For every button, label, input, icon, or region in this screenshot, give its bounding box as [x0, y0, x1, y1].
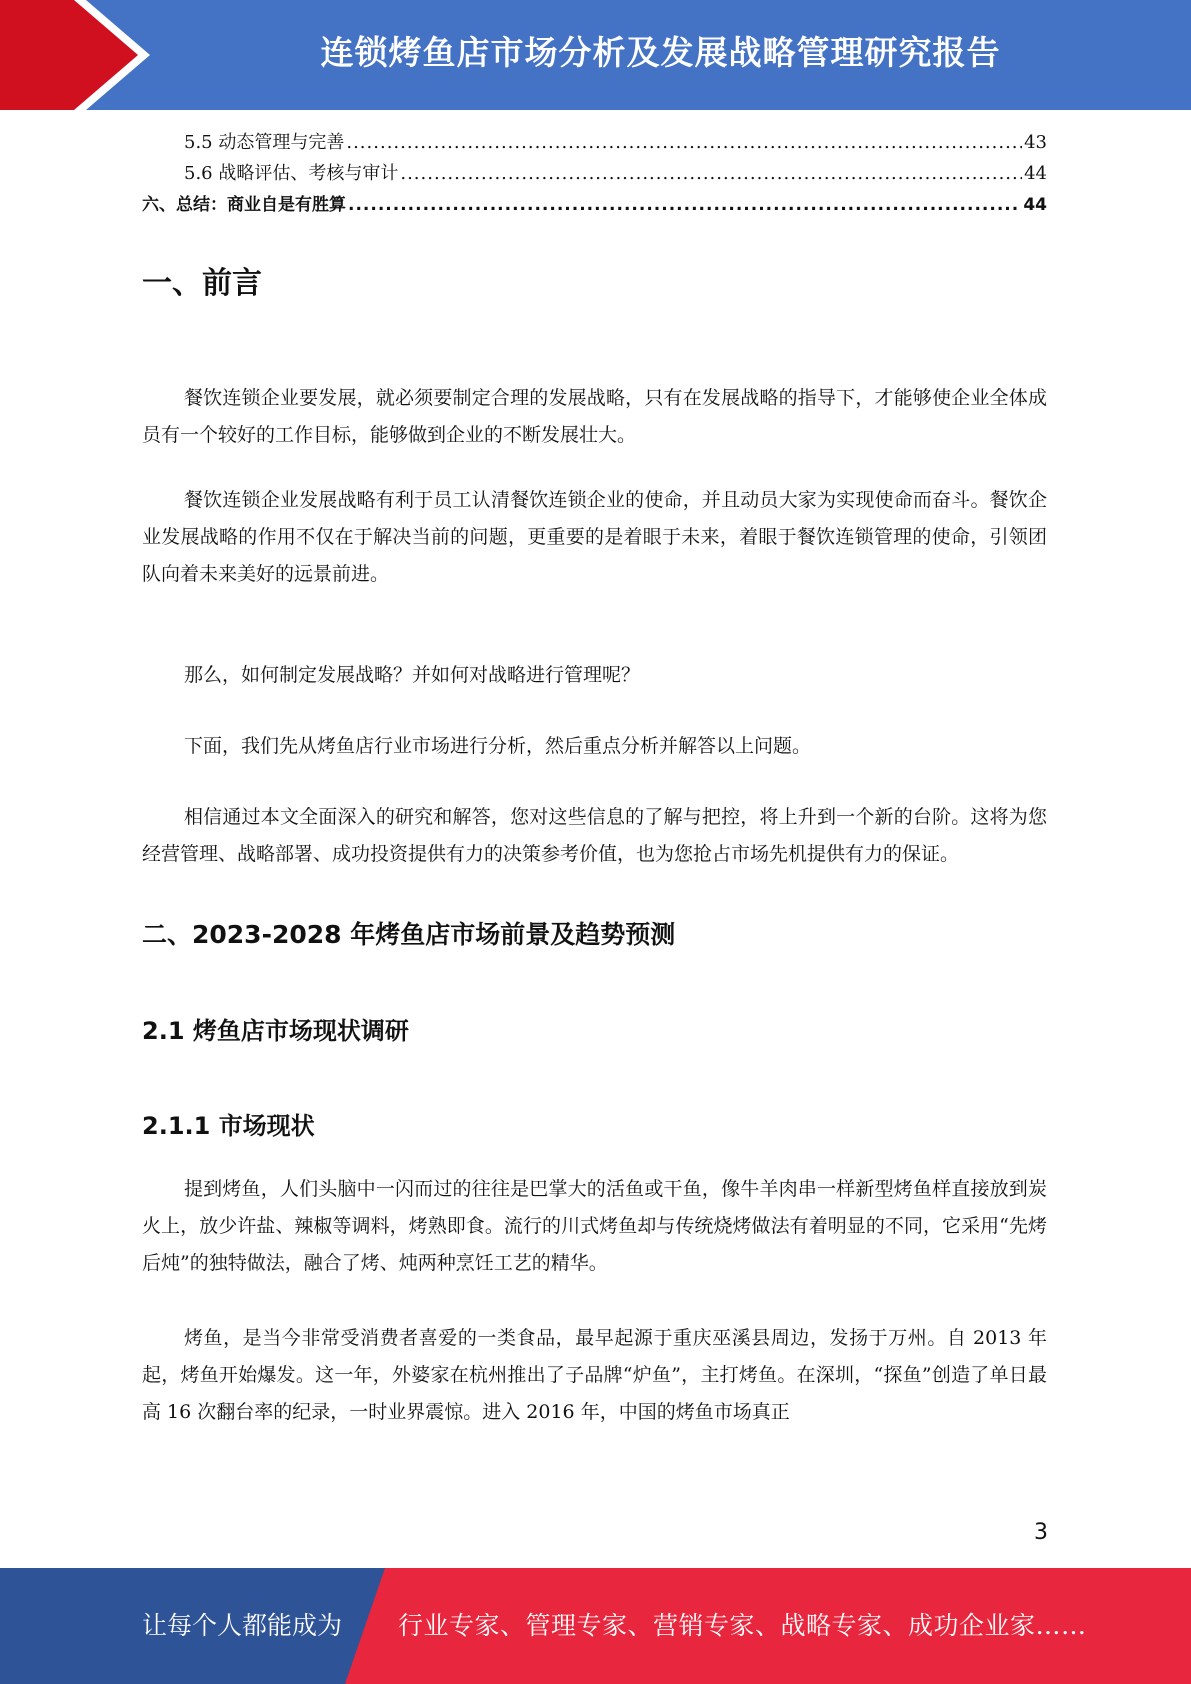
section-heading: 一、前言	[142, 266, 262, 301]
section-heading: 二、2023-2028 年烤鱼店市场前景及趋势预测	[142, 920, 676, 949]
toc-entry[interactable]	[142, 190, 1047, 221]
paragraph: 餐饮连锁企业要发展，就必须要制定合理的发展战略，只有在发展战略的指导下，才能够使企业全体成员有一个较好的工作目标，能够做到企业的不断发展壮大。	[142, 387, 1047, 446]
toc-entry-page: 44	[1024, 163, 1047, 184]
paragraph: 那么，如何制定发展战略？并如何对战略进行管理呢？	[184, 664, 641, 686]
toc-entry-page: 44	[1023, 195, 1047, 215]
footer-banner	[0, 1568, 1191, 1684]
subsubsection-heading: 2.1.1 市场现状	[142, 1112, 315, 1140]
subsection-heading: 2.1 烤鱼店市场现状调研	[142, 1017, 409, 1045]
header-banner	[0, 0, 1191, 110]
page-number: 3	[1034, 1520, 1048, 1545]
toc-leader-dots	[348, 195, 1021, 215]
paragraph: 烤鱼，是当今非常受消费者喜爱的一类食品，最早起源于重庆巫溪县周边，发扬于万州。自 2013 年起，烤鱼开始爆发。这一年，外婆家在杭州推出了子品牌“炉鱼”，主打烤鱼。在深圳，“探鱼”创造了单日最高 16 次翻台率的纪录，一时业界震惊。进入 2016 年，中国的烤鱼市场真正	[142, 1327, 1047, 1423]
paragraph: 提到烤鱼，人们头脑中一闪而过的往往是巴掌大的活鱼或干鱼，像牛羊肉串一样新型烤鱼样直接放到炭火上，放少许盐、辣椒等调料，烤熟即食。流行的川式烤鱼却与传统烧烤做法有着明显的不同，它采用“先烤后炖”的独特做法，融合了烤、炖两种烹饪工艺的精华。	[142, 1178, 1047, 1274]
main-content	[142, 258, 1047, 1431]
toc-entry-label: 5.6 战略评估、考核与审计	[184, 163, 399, 184]
toc-leader-dots	[400, 163, 1022, 184]
paragraph: 下面，我们先从烤鱼店行业市场进行分析，然后重点分析并解答以上问题。	[184, 735, 812, 757]
footer-slogan-left: 让每个人都能成为	[142, 1611, 343, 1640]
toc-entry-label: 六、总结：商业自是有胜算	[142, 195, 346, 215]
paragraph: 餐饮连锁企业发展战略有利于员工认清餐饮连锁企业的使命，并且动员大家为实现使命而奋斗。餐饮企业发展战略的作用不仅在于解决当前的问题，更重要的是着眼于未来，着眼于餐饮连锁管理的使命，引领团队向着未来美好的远景前进。	[142, 489, 1047, 585]
toc-leader-dots	[346, 132, 1022, 153]
toc-entry[interactable]	[142, 159, 1047, 190]
toc-entry-label: 5.5 动态管理与完善	[184, 132, 345, 153]
report-title: 连锁烤鱼店市场分析及发展战略管理研究报告	[320, 33, 1001, 72]
toc-entry[interactable]	[142, 128, 1047, 159]
table-of-contents	[142, 128, 1047, 221]
paragraph: 相信通过本文全面深入的研究和解答，您对这些信息的了解与把控，将上升到一个新的台阶。这将为您经营管理、战略部署、成功投资提供有力的决策参考价值，也为您抢占市场先机提供有力的保证。	[142, 806, 1047, 865]
footer-slogan-right: 行业专家、管理专家、营销专家、战略专家、成功企业家……	[398, 1611, 1087, 1640]
chevron-red-shape	[0, 0, 140, 110]
toc-entry-page: 43	[1024, 132, 1047, 153]
